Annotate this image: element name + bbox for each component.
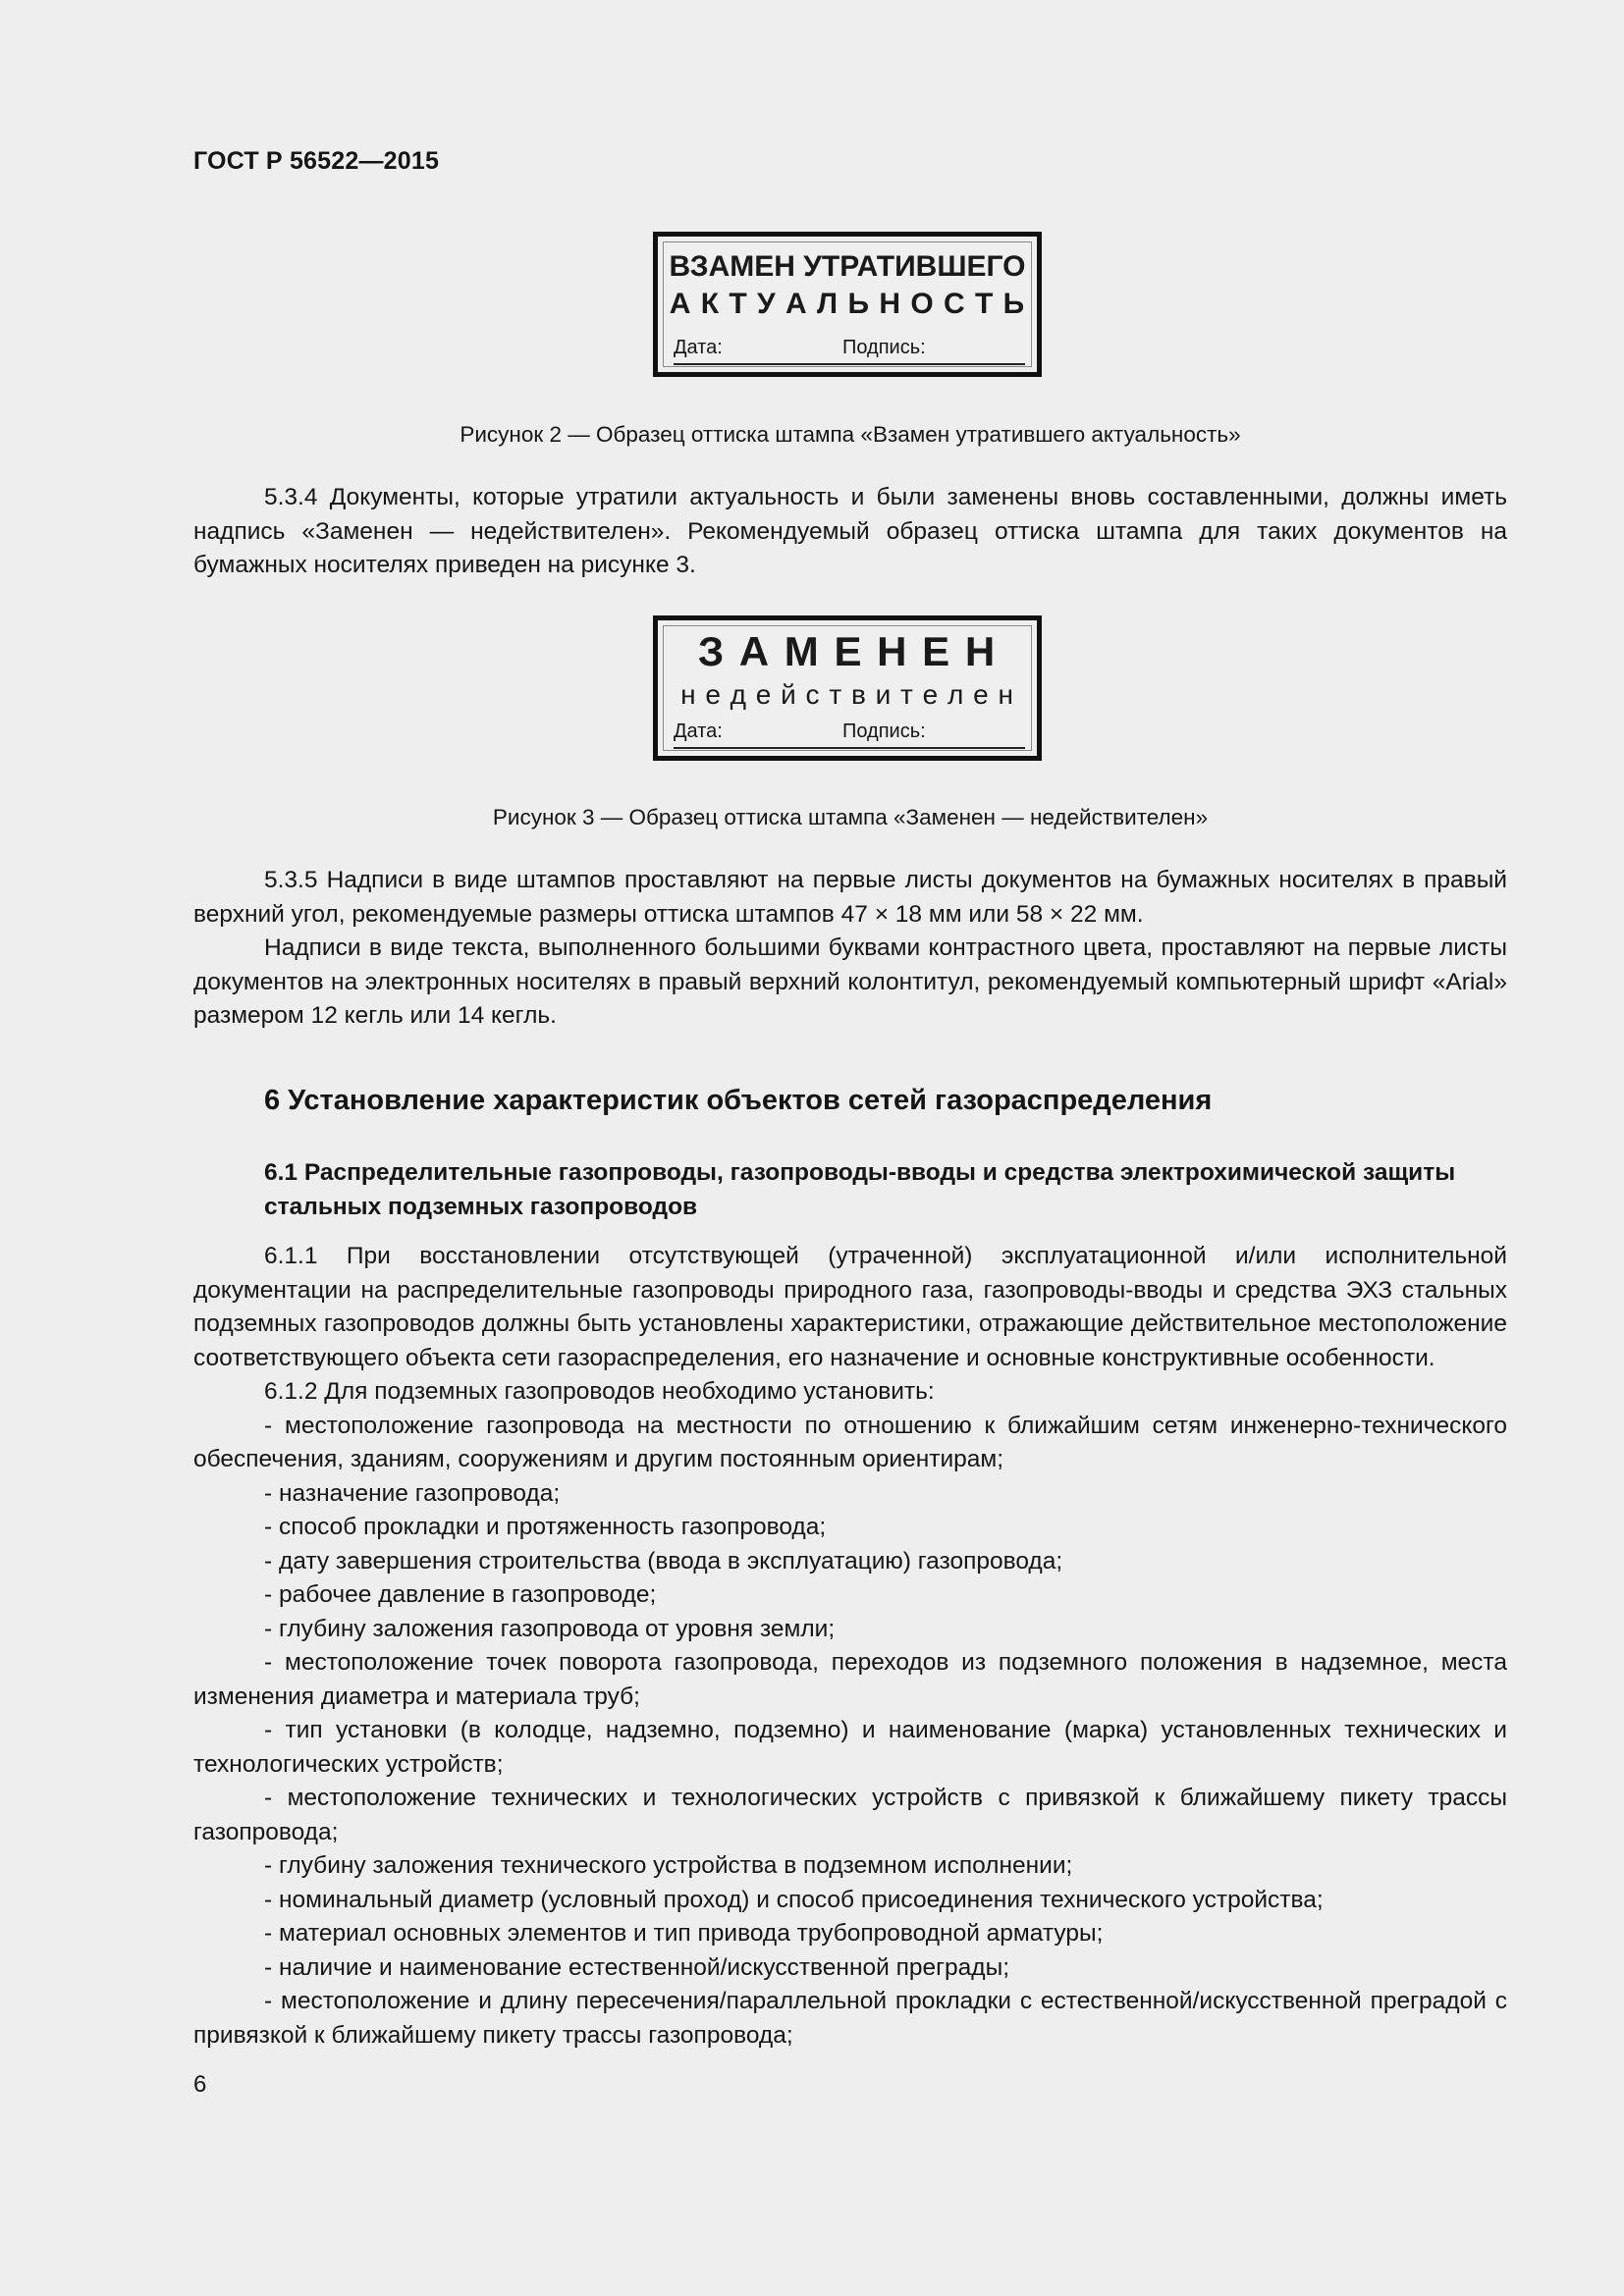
date-label: Дата: (674, 337, 723, 358)
list-item: - тип установки (в колодце, надземно, подземно) и наименование (марка) установленных технических и технологических устройств; (193, 1717, 1507, 1778)
paragraph-5-3-4: 5.3.4 Документы, которые утратили актуальность и были заменены вновь составленными, должны иметь надпись «Заменен — недействителен». Рекомендуемый образец оттиска штампа для таких документов на бумажных носителях приведен на рисунке 3. (193, 484, 1507, 578)
list-item: - местоположение газопровода на местности по отношению к ближайшим сетям инженерно-технического обеспечения, зданиям, сооружениям и другим постоянным ориентирам; (193, 1412, 1507, 1472)
document-code-header: ГОСТ Р 56522—2015 (193, 147, 440, 175)
list-item: - рабочее давление в газопроводе; (264, 1581, 657, 1608)
list-item: - глубину заложения газопровода от уровня земли; (264, 1615, 836, 1642)
figure-2-caption: Рисунок 2 — Образец оттиска штампа «Взамен утратившего актуальность» (460, 422, 1241, 447)
figure-3-caption: Рисунок 3 — Образец оттиска штампа «Заменен — недействителен» (492, 805, 1209, 829)
subsection-6-1-title: 6.1 Распределительные газопроводы, газопроводы-вводы и средства электрохимической защиты стальных подземных газопроводов (264, 1159, 1456, 1220)
paragraph-6-1-2: 6.1.2 Для подземных газопроводов необходимо установить: (264, 1378, 935, 1405)
stamp-signature-row (674, 721, 1025, 749)
list-item: - номинальный диаметр (условный проход) и способ присоединения технического устройства; (264, 1886, 1324, 1913)
list-item: - дату завершения строительства (ввода в эксплуатацию) газопровода; (264, 1547, 1063, 1575)
stamp-figure-3 (653, 615, 1042, 761)
date-label: Дата: (674, 721, 723, 742)
stamp-line-2: н е д е й с т в и т е л е н (680, 679, 1014, 710)
signature-label: Подпись: (842, 337, 926, 358)
list-item: - местоположение и длину пересечения/параллельной прокладки с естественной/искусственной преградой с привязкой к ближайшему пикету трассы газопровода; (193, 1988, 1507, 2049)
list-item: - глубину заложения технического устройства в подземном исполнении; (264, 1852, 1073, 1879)
stamp-line-1: ВЗАМЕН УТРАТИВШЕГО (669, 250, 1026, 283)
stamp-figure-2 (653, 232, 1042, 377)
paragraph-5-3-5: 5.3.5 Надписи в виде штампов проставляют на первые листы документов на бумажных носителях в правый верхний угол, рекомендуемые размеры оттиска штампов 47 × 18 мм или 58 × 22 мм. Надписи в виде текста, выполненного большими буквами контрастного цвета, проставляют на первые листы документов на электронных носителях в правый верхний колонтитул, рекомендуемый компьютерный шрифт «Arial» размером 12 кегль или 14 кегль. (193, 867, 1507, 1029)
signature-label: Подпись: (842, 721, 926, 742)
stamp-signature-row (674, 337, 1025, 365)
paragraph-6-1-1: 6.1.1 При восстановлении отсутствующей (утраченной) эксплуатационной и/или исполнительной документации на распределительные газопроводы природного газа, газопроводы-вводы и средства ЭХЗ стальных подземных газопроводов должны быть установлены характеристики, отражающие действительное местоположение соответствующего объекта сети газораспределения, его назначение и основные конструктивные особенности. (193, 1243, 1507, 1371)
list-item: - способ прокладки и протяженность газопровода; (264, 1514, 827, 1540)
section-6-title: 6 Установление характеристик объектов сетей газораспределения (264, 1085, 1213, 1116)
list-item: - назначение газопровода; (264, 1479, 561, 1507)
page-number: 6 (193, 2071, 207, 2098)
list-item: - наличие и наименование естественной/искусственной преграды; (264, 1953, 1010, 1981)
list-item: - местоположение технических и технологических устройств с привязкой к ближайшему пикету трассы газопровода; (193, 1785, 1507, 1845)
stamp-line-1: З А М Е Н Е Н (697, 628, 998, 674)
section-6-body (193, 1240, 1507, 2053)
stamp-line-2: А К Т У А Л Ь Н О С Т Ь (669, 288, 1026, 320)
list-item: - материал основных элементов и тип привода трубопроводной арматуры; (264, 1920, 1104, 1947)
list-item: - местоположение точек поворота газопровода, переходов из подземного положения в надземное, места изменения диаметра и материала труб; (193, 1649, 1507, 1710)
